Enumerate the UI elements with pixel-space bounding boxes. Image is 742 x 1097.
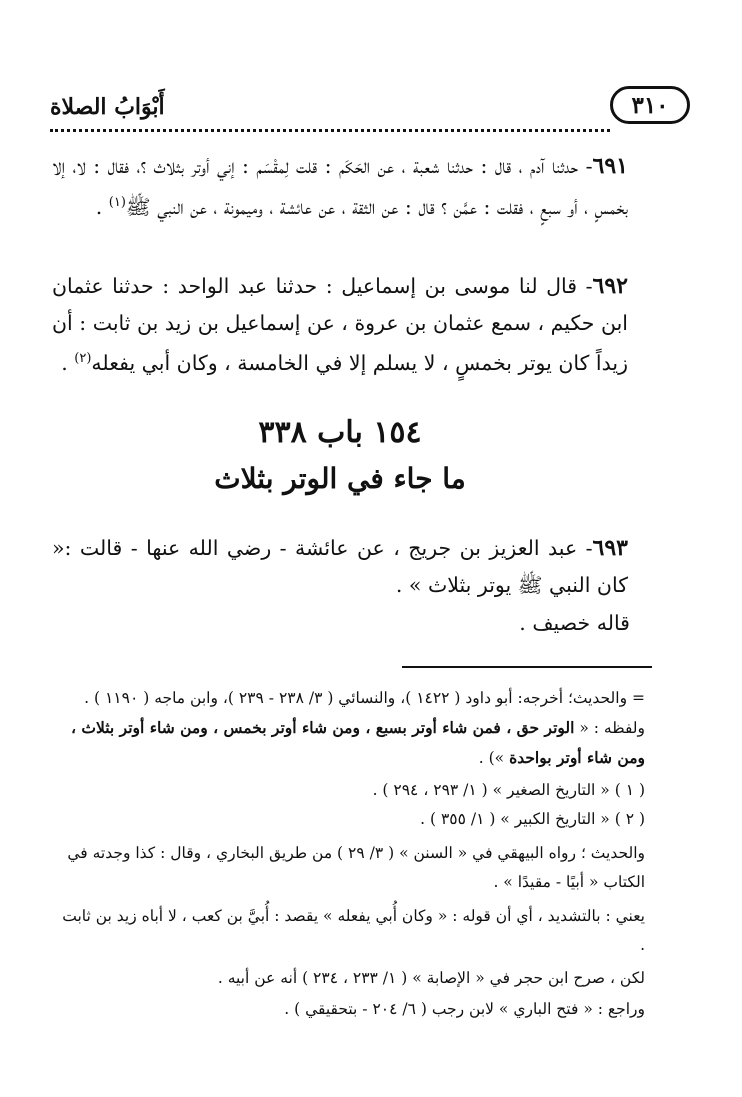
hadith-692 [52,268,628,381]
footnote-bold-quote: الوتر حق ، فمن شاء أوتر بسبع ، ومن شاء أوتر بخمس ، ومن شاء أوتر بثلاث ، ومن شاء أوتر بواحدة [71,718,645,767]
footnote-2: ( ٢ ) « التاريخ الكبير » ( ١/ ٣٥٥ ) . [420,810,645,828]
footnote-continuation: = والحديث؛ أخرجه: أبو داود ( ١٤٢٢ )، والنسائي ( ٣/ ٢٣٨ - ٢٣٩ )، وابن ماجه ( ١١٩٠ ) . ولفظه : « الوتر حق ، فمن شاء أوتر بسبع ، ومن شاء أوتر بخمس ، ومن شاء أوتر بثلاث ، ومن شاء أوتر بواحدة ») . [71,689,645,767]
hadith-number: ٦٩٣ [592,535,628,561]
footnote-line: ولفظه : « [574,719,645,737]
footnote-line: = والحديث؛ أخرجه: أبو داود ( ١٤٢٢ )، والنسائي ( ٣/ ٢٣٨ - ٢٣٩ )، وابن ماجه ( ١١٩٠ ) . [84,689,645,707]
hadith-number: ٦٩٢ [592,273,628,299]
page-number-badge [610,86,690,124]
hadith-691 [52,148,628,225]
footnote-line-end: ) . [478,749,495,767]
hadith-693-note: قاله خصيف . [519,611,630,635]
hadith-693 [52,530,628,603]
footnote-1: ( ١ ) « التاريخ الصغير » ( ١/ ٢٩٣ ، ٢٩٤ ) . [372,781,645,799]
hadith-body: - حدثنا آدم ، قال : حدثنا شعبة ، عن الحَكَم : قلت لِمقْسَم : إني أوتر بثلاث ؟، فقال : لا، إلا بخمسٍ ، أو سبعٍ ، فقلت : عمَّن ؟ قال : عن الثقة ، عن عائشة ، وميمونة ، عن النبي ﷺ [52,154,628,219]
footnote-divider [402,666,652,668]
footnote-ref: (١) [108,194,126,210]
hadith-body: - قال لنا موسى بن إسماعيل : حدثنا عبد الواحد : حدثنا عثمان ابن حكيم ، سمع عثمان بن عروة ، عن إسماعيل بن زيد بن ثابت : أن زيداً كان يوتر بخمسٍ ، لا يسلم إلا في الخامسة ، وكان أبي يفعله [52,274,628,375]
hadith-691-text [52,148,628,225]
footnote-2-comment: لكن ، صرح ابن حجر في « الإصابة » ( ١/ ٢٣٣ ، ٢٣٤ ) أنه عن أبيه . [217,969,645,987]
page-number: ٣١٠ [631,91,669,119]
footnote-ref: (٢) [74,351,92,366]
chapter-title: ما جاء في الوتر بثلاث [214,462,466,495]
hadith-body: - عبد العزيز بن جريج ، عن عائشة - رضي الله عنها - قالت :« كان النبي ﷺ يوتر بثلاث » . [52,536,628,597]
footnote-2-comment: يعني : بالتشديد ، أي أن قوله : « وكان أُبي يفعله » يقصد : أُبيَّ بن كعب ، لا أباه زيد بن ثابت . [62,907,645,954]
chapter-heading: ١٥٤ باب ٣٣٨ [258,415,422,450]
header-divider [50,129,610,132]
footnote-2-comment: وراجع : « فتح الباري » لابن رجب ( ٦/ ٢٠٤ - بتحقيقي ) . [284,1000,645,1018]
running-title: أَبْوَابُ الصلاة [50,94,165,120]
hadith-end: . [61,350,75,375]
page-header [50,86,690,126]
footnote-2-comment: والحديث ؛ رواه البيهقي في « السنن » ( ٣/ ٢٩ ) من طريق البخاري ، وقال : كذا وجدته في الكتاب « أبيًا - مقيدًا » . [67,844,645,891]
hadith-692-text [52,268,628,381]
hadith-end: . [95,194,109,219]
hadith-number: ٦٩١ [592,153,628,179]
hadith-693-text [52,530,628,603]
